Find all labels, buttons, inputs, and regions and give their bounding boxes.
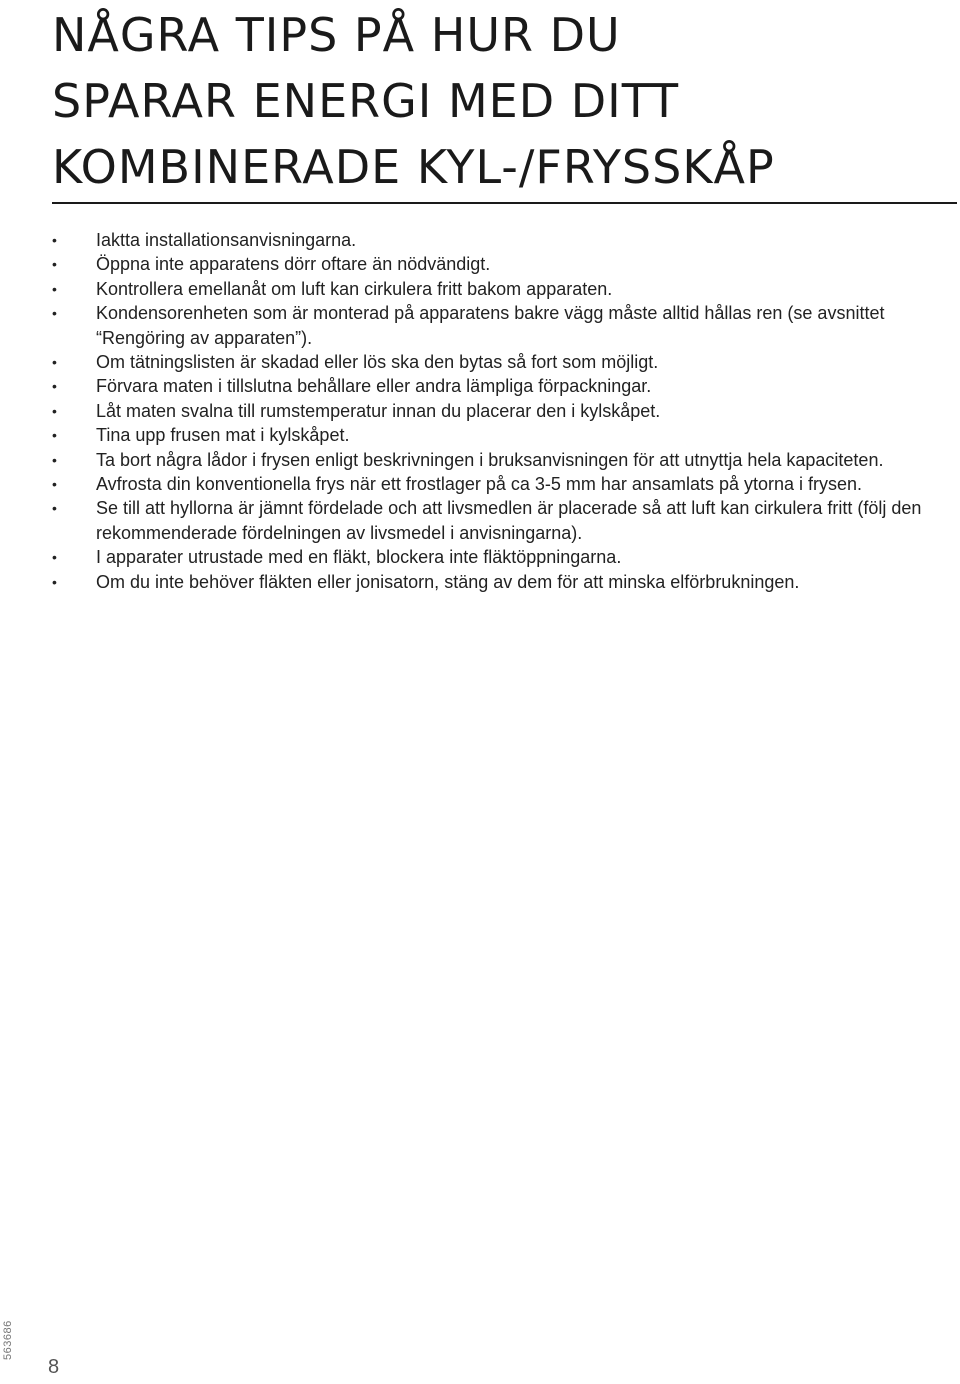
- list-item: [52, 448, 957, 472]
- list-item: [52, 374, 957, 398]
- tip-text: Tina upp frusen mat i kylskåpet.: [96, 425, 350, 446]
- title-line-2: SPARAR ENERGI MED DITT: [52, 74, 680, 128]
- tip-text: Iaktta installationsanvisningarna.: [96, 230, 357, 250]
- bullet-icon: •: [52, 305, 57, 322]
- document-number: 563686: [2, 1320, 14, 1360]
- list-item: [52, 228, 957, 252]
- bullet-icon: •: [52, 378, 57, 395]
- title-line-1: NÅGRA TIPS PÅ HUR DU: [52, 8, 621, 62]
- tip-text: Kontrollera emellanåt om luft kan cirkulera fritt bakom apparaten.: [96, 278, 613, 299]
- list-item: [52, 277, 957, 301]
- page-number: 8: [48, 1356, 60, 1378]
- bullet-icon: •: [52, 256, 57, 273]
- bullet-icon: •: [52, 427, 57, 444]
- list-item: [52, 472, 957, 496]
- tip-text: Avfrosta din konventionella frys när ett frostlager på ca 3-5 mm har ansamlats på ytorna i frysen.: [96, 474, 863, 495]
- list-item: [52, 399, 957, 423]
- bullet-icon: •: [52, 476, 57, 493]
- bullet-icon: •: [52, 549, 57, 566]
- bullet-icon: •: [52, 451, 57, 468]
- list-item: [52, 570, 957, 594]
- tip-text: Om du inte behöver fläkten eller jonisatorn, stäng av dem för att minska elförbrukningen.: [96, 571, 800, 592]
- bullet-icon: •: [52, 402, 57, 419]
- tip-text: Låt maten svalna till rumstemperatur innan du placerar den i kylskåpet.: [96, 400, 661, 421]
- page-title: [52, 2, 957, 204]
- tip-text: Förvara maten i tillslutna behållare eller andra lämpliga förpackningar.: [96, 376, 652, 397]
- tip-text: Öppna inte apparatens dörr oftare än nödvändigt.: [96, 254, 491, 275]
- list-item: [52, 252, 957, 276]
- tip-text: Ta bort några lådor i frysen enligt beskrivningen i bruksanvisningen för att utnyttja hela kapaciteten.: [96, 449, 884, 470]
- list-item: [52, 350, 957, 374]
- energy-tips-list: [52, 228, 957, 594]
- list-item: [52, 301, 957, 350]
- title-line-3: KOMBINERADE KYL-/FRYSSKÅP: [52, 140, 775, 194]
- bullet-icon: •: [52, 500, 57, 517]
- tip-text: I apparater utrustade med en fläkt, blockera inte fläktöppningarna.: [96, 547, 622, 568]
- bullet-icon: •: [52, 232, 57, 248]
- tip-text: Se till att hyllorna är jämnt fördelade och att livsmedlen är placerade så att luft kan cirkulera fritt (följ den rekommenderade fördelningen av livsmedel i anvisningarna).: [96, 498, 922, 543]
- list-item: [52, 423, 957, 447]
- bullet-icon: •: [52, 280, 57, 297]
- bullet-icon: •: [52, 573, 57, 590]
- tip-text: Om tätningslisten är skadad eller lös ska den bytas så fort som möjligt.: [96, 352, 659, 373]
- list-item: [52, 496, 957, 545]
- tip-text: Kondensorenheten som är monterad på apparatens bakre vägg måste alltid hållas ren (se avsnittet “Rengöring av apparaten”).: [96, 303, 885, 348]
- list-item: [52, 545, 957, 569]
- bullet-icon: •: [52, 354, 57, 371]
